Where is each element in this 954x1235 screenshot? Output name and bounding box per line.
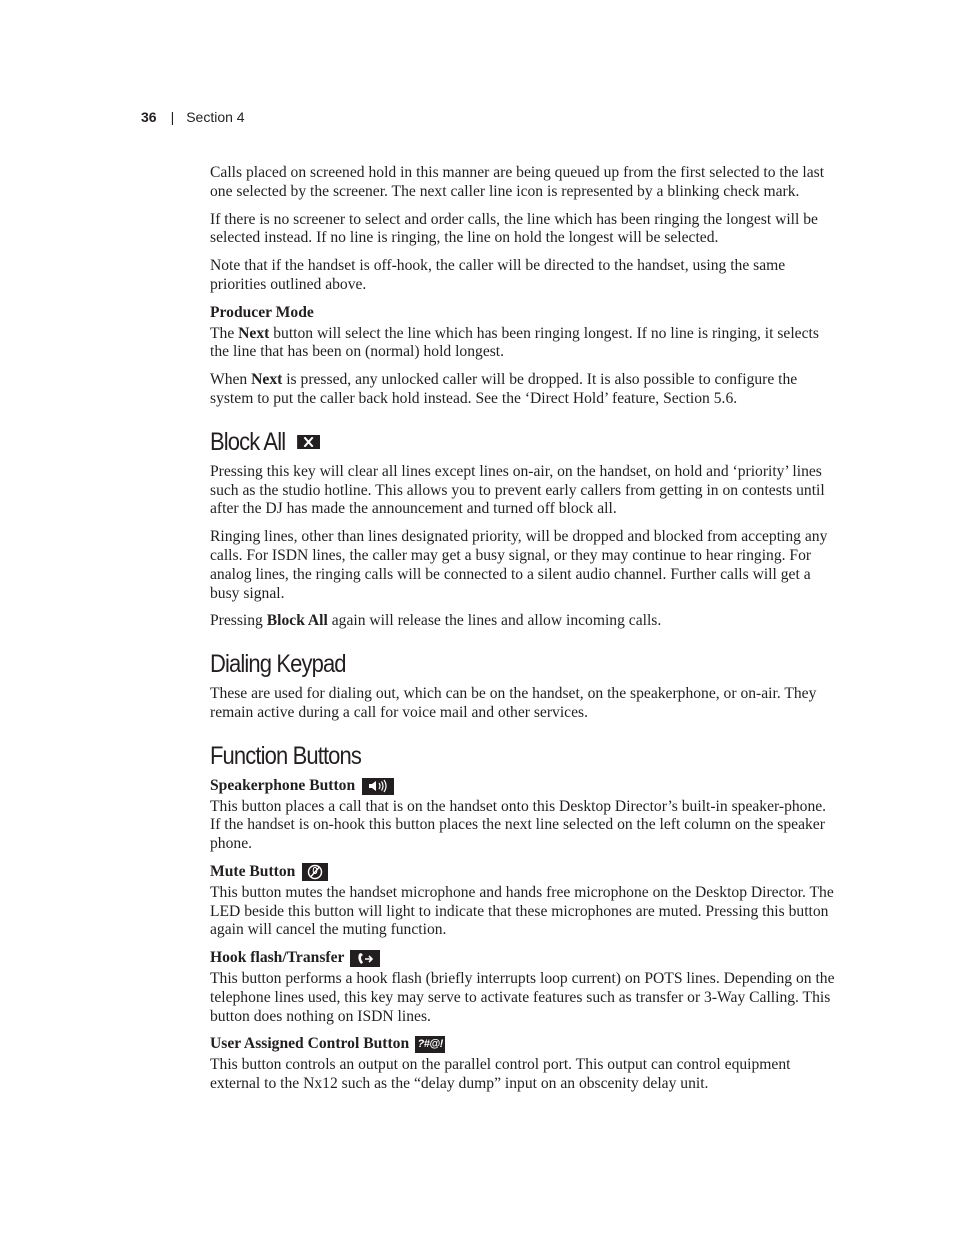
speakerphone-heading [210,777,840,796]
heading-text: User Assigned Control Button [210,1035,410,1053]
bold-term: Next [238,324,270,342]
text-run: is pressed, any unlocked caller will be dropped. It is also possible to configure the system to put the caller back hold instead. See the ‘Direct Hold’ feature, Section 5.6. [210,371,798,407]
header-separator: | [170,109,175,125]
section-label: Section 4 [186,109,245,125]
dialing-keypad-heading: Dialing Keypad [210,650,346,679]
bold-term: Next [251,371,283,389]
block-all-heading [210,427,764,457]
heading-text: Mute Button [210,862,296,880]
paragraph: This button performs a hook flash (briefly interrupts loop current) on POTS lines. Depending on the telephone lines used, this key may serve to activate features such as transfer or 3-Way Calling. This button does nothing on ISDN lines. [210,969,835,1025]
text-run: The [210,324,239,342]
heading-text: Block All [210,427,286,456]
paragraph [210,612,840,631]
mute-heading [210,863,840,882]
page-number: 36 [141,109,157,125]
page-header [141,108,245,126]
paragraph [210,371,840,409]
text-run: button will select the line which has been ringing longest. If no line is ringing, it selects the line that has been on (normal) hold longest. [210,324,819,361]
text-run: When [210,371,252,389]
paragraph: Pressing this key will clear all lines except lines on-air, on the handset, on hold and ‘priority’ lines such as the studio hotline. This allows you to prevent early callers from getting in on contests until after the DJ has made the announcement and turned off block all. [210,462,825,518]
text-run: again will release the lines and allow incoming calls. [327,612,662,630]
producer-mode-heading: Producer Mode [210,303,314,321]
paragraph: These are used for dialing out, which can be on the handset, on the speakerphone, or on-air. They remain active during a call for voice mail and other services. [210,685,817,721]
paragraph: Note that if the handset is off-hook, the caller will be directed to the handset, using the same priorities outlined above. [210,257,786,293]
bold-term: Block All [266,612,328,630]
speaker-icon [362,778,394,795]
paragraph: This button mutes the handset microphone and hands free microphone on the Desktop Director. The LED beside this button will light to indicate that these microphones are muted. Pressing this button again will cancel the muting function. [210,883,834,939]
user-control-heading [210,1035,840,1054]
page-content [210,164,840,1103]
heading-text: Speakerphone Button [210,776,356,794]
paragraph: This button places a call that is on the handset onto this Desktop Director’s built-in speaker-phone. If the handset is on-hook this button places the next line selected on the left column on the speaker phone. [210,797,827,853]
heading-text: Hook flash/Transfer [210,949,345,967]
mute-icon [302,863,328,881]
paragraph: Ringing lines, other than lines designated priority, will be dropped and blocked from accepting any calls. For ISDN lines, the caller may get a busy signal, or they may continue to hear ringing. For analog lines, the ringing calls will be connected to a silent audio channel. Further calls will get a busy signal. [210,528,828,602]
block-x-icon [298,435,321,449]
hook-flash-icon [350,950,380,967]
hook-flash-heading [210,949,840,968]
paragraph: Calls placed on screened hold in this manner are being queued up from the first selected to the last one selected by the screener. The next caller line icon is represented by a blinking check mark. [210,164,825,200]
function-buttons-heading: Function Buttons [210,741,362,770]
paragraph [210,325,840,363]
text-run: Pressing [210,612,267,630]
paragraph: If there is no screener to select and order calls, the line which has been ringing the longest will be selected instead. If no line is ringing, the line on hold the longest will be selected. [210,210,818,247]
paragraph: This button controls an output on the parallel control port. This output can control equipment external to the Nx12 such as the “delay dump” input on an obscenity delay unit. [210,1056,791,1092]
user-control-icon: ?#@! [415,1036,445,1053]
